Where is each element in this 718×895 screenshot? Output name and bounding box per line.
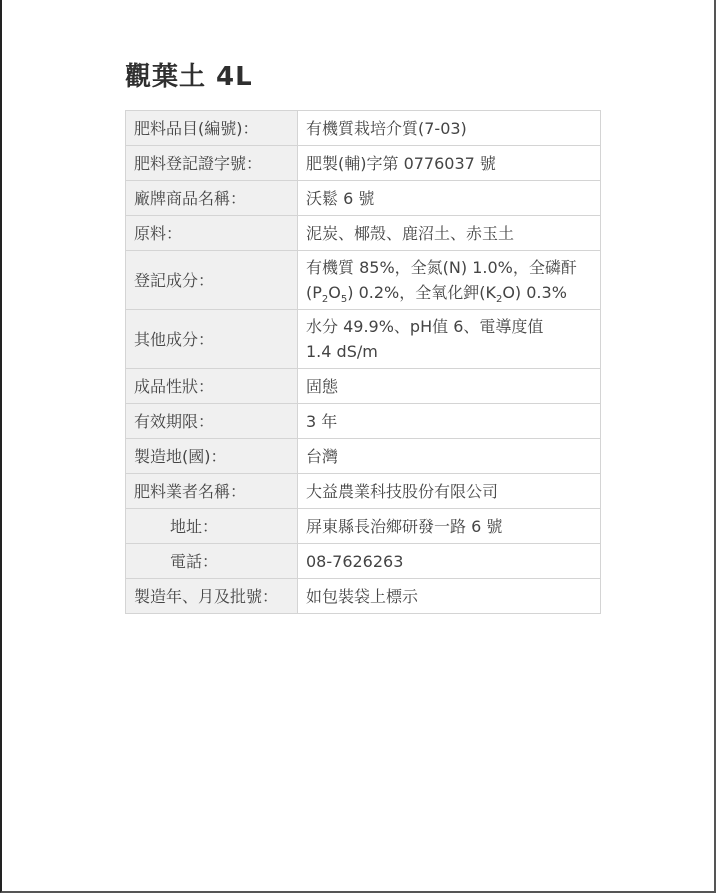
row-value (298, 310, 601, 369)
table-row (126, 181, 601, 216)
table-row (126, 251, 601, 310)
text-segment: (P (306, 283, 322, 302)
row-value: 屏東縣長治鄉研發一路 6 號 (298, 509, 601, 544)
row-value: 沃鬆 6 號 (298, 181, 601, 216)
table-row (126, 474, 601, 509)
subscript: 2 (321, 294, 329, 306)
other-line-2: 1.4 dS/m (306, 342, 378, 361)
other-line-1: 水分 49.9%、pH值 6、電導度值 (306, 317, 544, 336)
table-row (126, 111, 601, 146)
row-label: 肥料品目(編號)： (126, 111, 298, 146)
table-row (126, 369, 601, 404)
table-row (126, 310, 601, 369)
table-row (126, 216, 601, 251)
row-value: 台灣 (298, 439, 601, 474)
row-value: 大益農業科技股份有限公司 (298, 474, 601, 509)
table-row (126, 146, 601, 181)
row-label: 有效期限： (126, 404, 298, 439)
row-label: 肥料登記證字號： (126, 146, 298, 181)
table-row (126, 404, 601, 439)
row-value: 如包裝袋上標示 (298, 579, 601, 614)
row-label: 製造年、月及批號： (126, 579, 298, 614)
page-title: 觀葉土 4L (125, 62, 253, 92)
row-label: 原料： (126, 216, 298, 251)
composition-line-2 (306, 280, 592, 305)
row-value: 3 年 (298, 404, 601, 439)
subscript: 2 (495, 294, 503, 306)
row-value: 肥製(輔)字第 0776037 號 (298, 146, 601, 181)
table-row (126, 544, 601, 579)
text-segment: O (328, 283, 341, 302)
row-label: 登記成分： (126, 251, 298, 310)
row-label: 其他成分： (126, 310, 298, 369)
subscript: 5 (340, 294, 348, 306)
text-segment: O) 0.3% (502, 283, 567, 302)
row-label: 肥料業者名稱： (126, 474, 298, 509)
table-row (126, 509, 601, 544)
composition-line-1: 有機質 85%，全氮(N) 1.0%，全磷酐 (306, 258, 577, 277)
row-label: 成品性狀： (126, 369, 298, 404)
row-value (298, 251, 601, 310)
row-label: 地址： (126, 509, 298, 544)
row-value: 08-7626263 (298, 544, 601, 579)
row-label: 電話： (126, 544, 298, 579)
row-label: 廠牌商品名稱： (126, 181, 298, 216)
text-segment: ) 0.2%，全氧化鉀(K (347, 283, 496, 302)
row-label: 製造地(國)： (126, 439, 298, 474)
table-row (126, 579, 601, 614)
row-value: 固態 (298, 369, 601, 404)
row-value: 有機質栽培介質(7-03) (298, 111, 601, 146)
spec-table (125, 110, 601, 614)
row-value: 泥炭、椰殼、鹿沼土、赤玉土 (298, 216, 601, 251)
table-row (126, 439, 601, 474)
